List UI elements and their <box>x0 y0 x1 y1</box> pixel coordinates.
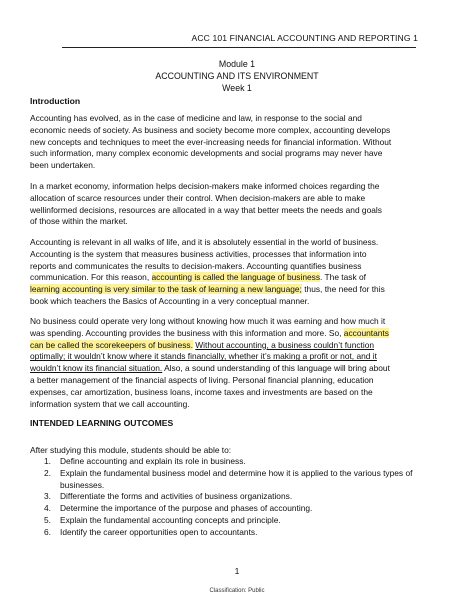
intro-paragraph-2 <box>30 181 441 228</box>
text-line: wellinformed decisions, resources are allocated in a way that better meets the needs and goals <box>30 204 382 215</box>
list-item <box>44 527 424 539</box>
title-block <box>0 58 474 94</box>
text-line: such information, many complex economic developments and social programs may never have <box>30 148 383 159</box>
module-title: ACCOUNTING AND ITS ENVIRONMENT <box>155 71 319 81</box>
underlined-text: optimally; it wouldn’t know where it stands financially, whether it’s making a profit or not, and it <box>30 351 377 362</box>
highlighted-text: accountants <box>343 327 389 338</box>
outcomes-heading: INTENDED LEARNING OUTCOMES <box>30 418 174 428</box>
list-number: 2. <box>44 467 51 478</box>
classification-label: Classification: Public <box>209 588 265 594</box>
intro-paragraph-3 <box>30 237 441 308</box>
text-line <box>30 363 441 375</box>
list-item <box>44 491 424 503</box>
list-number: 1. <box>44 456 51 466</box>
list-item-text: Define accounting and explain its role in business. <box>60 456 246 466</box>
text-line: No business could operate very long without knowing how much it was earning and how much it <box>30 316 386 326</box>
text-line: reports and communicates the results to decision-makers. Accounting quantifies business <box>30 260 362 271</box>
text-line: of those within the market. <box>30 216 128 227</box>
text-line <box>30 272 441 284</box>
intro-paragraph-4 <box>30 316 441 410</box>
list-item <box>44 468 424 492</box>
text-line: new concepts and techniques to meet the ever-increasing needs for financial information. Without <box>30 136 392 147</box>
list-number: 5. <box>44 514 51 525</box>
list-item <box>44 503 424 515</box>
highlighted-text: can be called the scorekeepers of business. <box>30 339 193 350</box>
text-line: been undertaken. <box>30 160 96 171</box>
text-line: information system that we call accounting. <box>30 398 190 409</box>
list-item-text: Explain the fundamental accounting concepts and principle. <box>60 514 281 525</box>
text-run: Also, a sound understanding of this language will bring about <box>162 363 390 374</box>
text-run: was spending. Accounting provides the business with this information and more. So, <box>30 327 344 338</box>
module-number: Module 1 <box>218 59 256 69</box>
text-line: allocation of scarce resources under their control. When decision-makers are able to make <box>30 192 366 203</box>
text-line <box>30 351 441 363</box>
list-item <box>44 515 424 527</box>
header-rule <box>62 47 416 48</box>
text-run: . The task of <box>320 272 366 283</box>
text-line <box>30 340 441 352</box>
list-item-text: Determine the importance of the purpose and phases of accounting. <box>60 503 313 514</box>
text-line: book which teachers the Basics of Accounting in a very conceptual manner. <box>30 295 310 306</box>
list-number: 3. <box>44 491 51 502</box>
page-number: 1 <box>234 566 240 576</box>
module-week: Week 1 <box>222 83 252 93</box>
outcomes-intro: After studying this module, students should be able to: <box>30 445 232 455</box>
text-line: In a market economy, information helps decision-makers make informed choices regarding the <box>30 181 380 191</box>
running-header: ACC 101 FINANCIAL ACCOUNTING AND REPORTING 1 <box>191 33 418 43</box>
text-line: Accounting is the system that measures business activities, processes that information into <box>30 248 367 259</box>
list-item-text: Differentiate the forms and activities of business organizations. <box>60 491 293 502</box>
text-run: thus, the need for this <box>301 284 385 295</box>
text-line <box>30 328 441 340</box>
list-number: 6. <box>44 526 51 537</box>
text-line: economic needs of society. As business and society become more complex, accounting develops <box>30 124 391 135</box>
list-item <box>44 456 424 468</box>
underlined-text: Without accounting, a business couldn’t function <box>195 339 375 350</box>
list-item-text: Explain the fundamental business model and determine how it is applied to the various types of businesses. <box>60 467 413 490</box>
highlighted-text: accounting is called the language of business <box>151 272 321 283</box>
list-item-text: Identify the career opportunities open to accountants. <box>60 526 258 537</box>
intro-paragraph-1 <box>30 113 441 172</box>
text-line: a better management of the financial aspects of living. Personal financial planning, education <box>30 374 374 385</box>
highlighted-text: learning accounting is very similar to the task of learning a new language; <box>30 284 302 295</box>
introduction-heading: Introduction <box>30 96 81 106</box>
text-line: expenses, car amortization, business loans, income taxes and investments are based on the <box>30 386 373 397</box>
underlined-text: wouldn’t know its financial situation. <box>30 363 163 374</box>
text-line <box>30 284 441 296</box>
list-number: 4. <box>44 503 51 514</box>
text-line: Accounting has evolved, as in the case of medicine and law, in response to the social and <box>30 113 362 123</box>
outcomes-list <box>44 456 424 539</box>
text-line: Accounting is relevant in all walks of life, and it is absolutely essential in the world of business. <box>30 237 379 247</box>
text-run: communication. For this reason, <box>30 272 152 283</box>
